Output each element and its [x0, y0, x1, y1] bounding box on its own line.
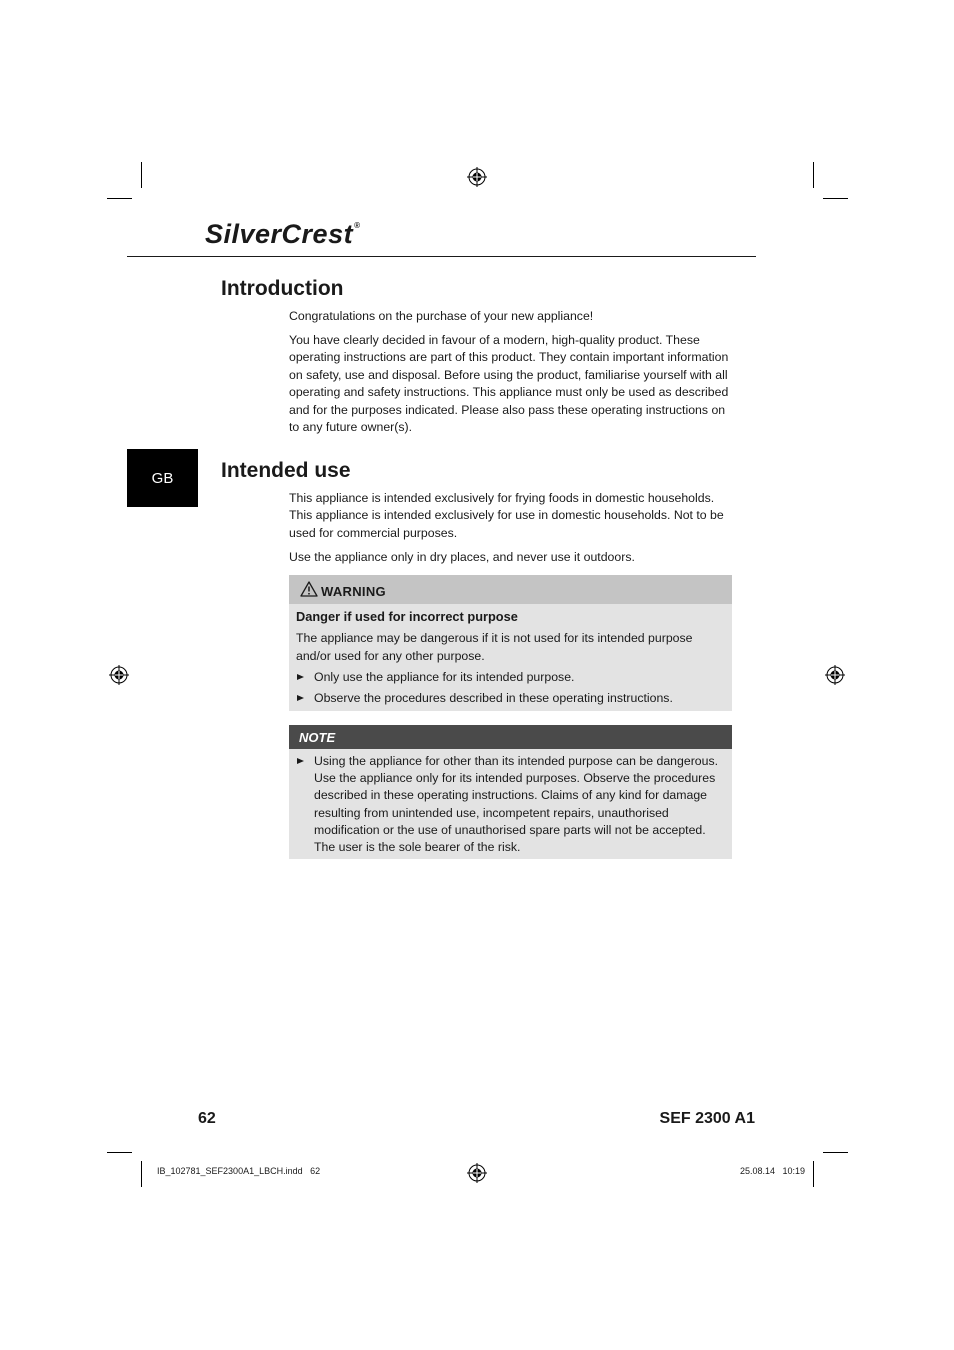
crop-mark [107, 1152, 132, 1153]
brand-logo-text: SilverCrest [205, 219, 354, 249]
note-label: NOTE [299, 730, 336, 745]
intended-use-title: Intended use [221, 459, 351, 482]
crop-mark [107, 198, 132, 199]
registration-mark-icon [109, 665, 129, 685]
crop-mark [141, 1161, 142, 1187]
page-number: 62 [198, 1110, 216, 1127]
crop-mark [813, 1161, 814, 1187]
slug-datetime: 25.08.14 10:19 [739, 1166, 805, 1176]
registration-mark-icon [467, 1163, 487, 1183]
bullet-arrow-icon [297, 674, 304, 680]
crop-mark [823, 1152, 848, 1153]
note-box [289, 725, 732, 859]
bullet-arrow-icon [297, 695, 304, 701]
warning-bullet: Observe the procedures described in these operating instructions. [314, 691, 673, 705]
bullet-arrow-icon [297, 758, 304, 764]
introduction-paragraph: Congratulations on the purchase of your new appliance! [289, 309, 594, 323]
registered-mark: ® [354, 221, 361, 230]
registration-mark-icon [467, 167, 487, 187]
header-divider [127, 256, 756, 257]
crop-mark [813, 162, 814, 188]
warning-header [289, 575, 732, 604]
warning-bullet: Only use the appliance for its intended purpose. [314, 670, 575, 684]
crop-mark [141, 162, 142, 188]
slug-file: IB_102781_SEF2300A1_LBCH.indd 62 [157, 1166, 321, 1176]
warning-box [289, 575, 732, 711]
warning-triangle-icon [300, 581, 318, 597]
brand-logo [205, 219, 361, 250]
intended-use-paragraph: Use the appliance only in dry places, and never use it outdoors. [289, 550, 635, 564]
note-text: Using the appliance for other than its intended purpose can be dangerous. Use the appliance only for its intended purposes. Observe the procedures described in these operating instructions. Claims of any kind for damage resulting from unintended use, incompetent repairs, unauthorised modification or the use of unauthorised spare parts will not be accepted. The user is the sole bearer of the risk. [314, 754, 719, 855]
registration-mark-icon [825, 665, 845, 685]
intended-use-paragraph: This appliance is intended exclusively for frying foods in domestic households. This appliance is intended exclusively for use in domestic households. Not to be used for commercial purposes. [289, 491, 724, 540]
model-number: SEF 2300 A1 [659, 1110, 755, 1127]
warning-text: The appliance may be dangerous if it is not used for its intended purpose and/or used for any other purpose. [296, 631, 693, 663]
crop-mark [823, 198, 848, 199]
language-tab: GB [127, 449, 198, 507]
warning-label: WARNING [321, 584, 386, 599]
note-header [289, 725, 732, 749]
introduction-paragraph: You have clearly decided in favour of a modern, high-quality product. These operating instructions are part of this product. They contain important information on safety, use and disposal. Before using the product, familiarise yourself with all operating and safety instructions. This appliance must only be used as described and for the purposes indicated. Please also pass these operating instructions on to any future owner(s). [289, 333, 729, 435]
introduction-title: Introduction [221, 277, 344, 300]
warning-subtitle: Danger if used for incorrect purpose [296, 609, 518, 624]
